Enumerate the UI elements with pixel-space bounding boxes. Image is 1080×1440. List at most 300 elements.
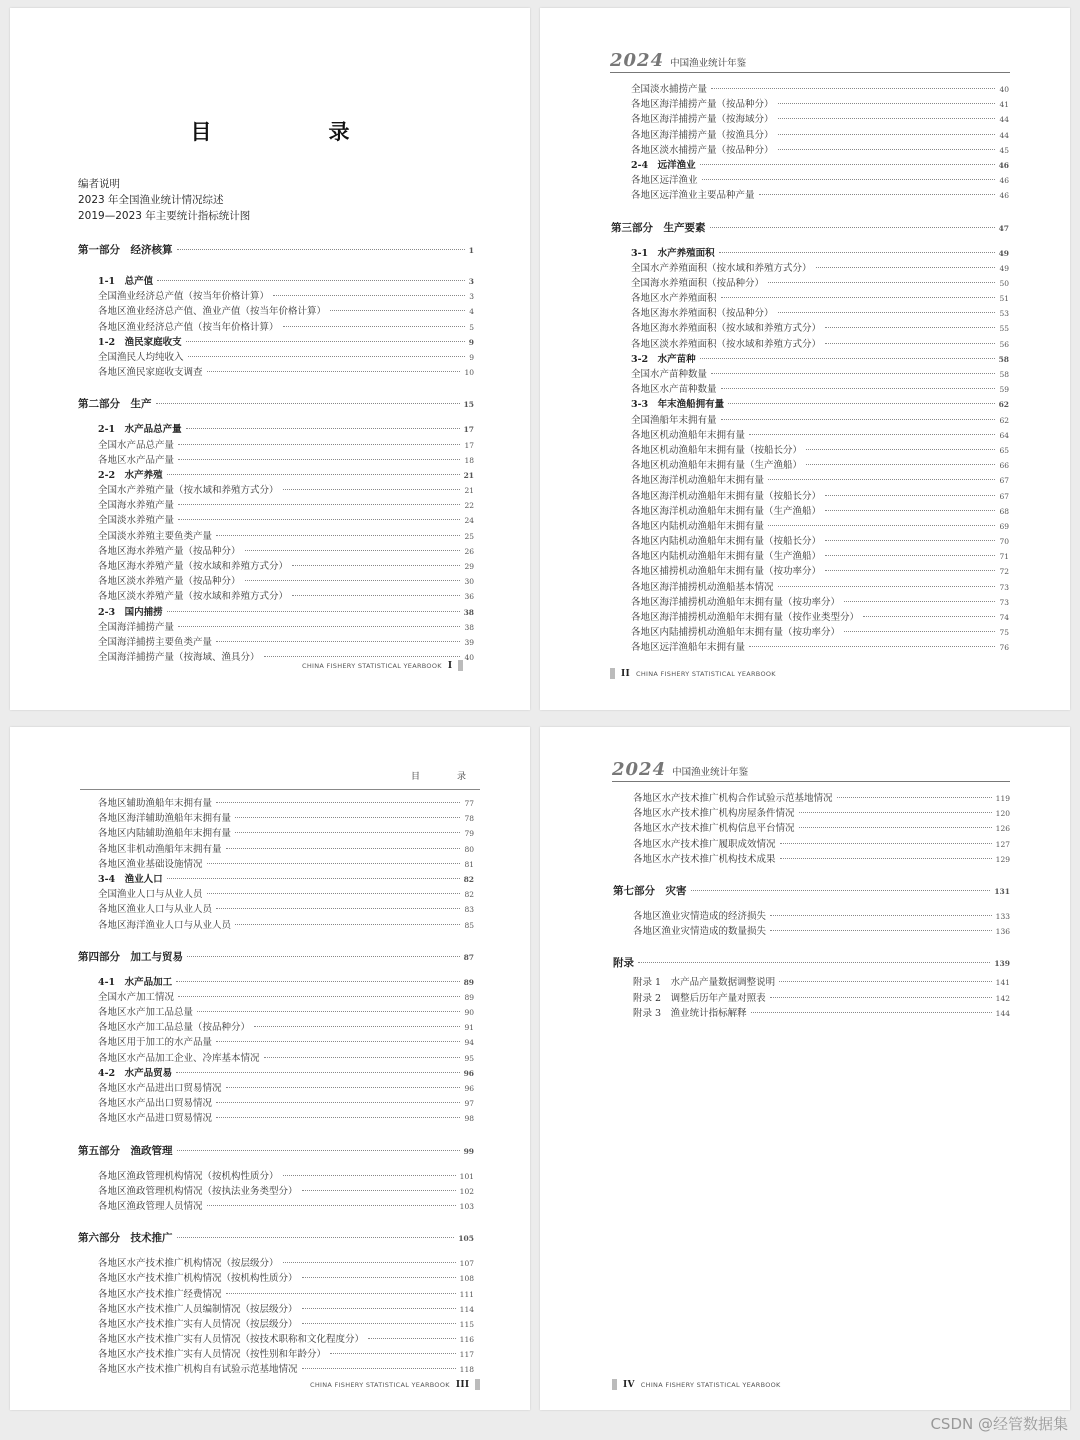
toc-entry[interactable]: [631, 321, 1009, 336]
toc-entry-title: 各地区内陆机动渔船年末拥有量（生产渔船）: [631, 551, 822, 563]
toc-section[interactable]: [98, 274, 474, 289]
toc-entry[interactable]: [98, 438, 474, 453]
leader-dots: [207, 371, 461, 372]
toc-entry-page: 107: [459, 1259, 474, 1269]
leader-dots: [235, 832, 460, 833]
toc-page-4: [540, 727, 1070, 1410]
toc-entry-page: 15: [463, 400, 474, 410]
leader-dots: [302, 1308, 456, 1309]
toc-entry[interactable]: [631, 97, 1009, 112]
toc-entry[interactable]: [633, 837, 1010, 852]
toc-entry-title: 各地区机动渔船年末拥有量: [631, 429, 746, 441]
leader-dots: [167, 474, 460, 475]
leader-dots: [368, 1338, 456, 1339]
toc-entry-title: 各地区水产技术推广机构自有试验示范基地情况: [98, 1364, 298, 1376]
book-name: 中国渔业统计年鉴: [672, 767, 749, 778]
leader-dots: [157, 280, 465, 281]
toc-entry-title: 各地区水产技术推广机构房屋条件情况: [633, 808, 795, 820]
toc-entry-title: 各地区渔业经济总产值（按当年价格计算）: [98, 321, 279, 333]
toc-part[interactable]: [78, 945, 474, 969]
toc-entry[interactable]: [633, 821, 1010, 836]
toc-entry[interactable]: [98, 304, 474, 319]
toc-entry-page: 97: [464, 1099, 474, 1109]
toc-entry-title: 第一部分 经济核算: [78, 244, 173, 256]
leader-dots: [235, 924, 460, 925]
toc-entry[interactable]: [631, 458, 1009, 473]
toc-entry-title: 各地区水产养殖面积: [631, 293, 717, 305]
toc-section[interactable]: [98, 422, 474, 437]
toc-section[interactable]: [98, 872, 474, 887]
toc-entry[interactable]: [631, 534, 1009, 549]
toc-entry[interactable]: [633, 975, 1010, 990]
toc-entry[interactable]: [98, 811, 474, 826]
toc-entry-page: 73: [999, 582, 1009, 592]
toc-entry-title: 各地区水产品产量: [98, 454, 175, 466]
leader-dots: [186, 428, 460, 429]
toc-entry-title: 各地区海洋辅助渔船年末拥有量: [98, 813, 232, 825]
toc-entry[interactable]: [631, 367, 1009, 382]
toc-entry-page: 45: [999, 145, 1009, 155]
toc-entry-title: 各地区海水养殖产量（按水域和养殖方式分）: [98, 561, 289, 572]
toc-entry-title: 各地区水产加工品总量: [98, 1007, 194, 1019]
leader-dots: [245, 550, 461, 551]
toc-entry-page: 90: [464, 1008, 474, 1018]
toc-entry-page: 70: [999, 537, 1009, 547]
toc-entry[interactable]: [631, 610, 1009, 625]
leader-dots: [749, 434, 995, 435]
toc-entry[interactable]: [98, 574, 474, 589]
leader-dots: [156, 403, 460, 404]
toc-entry[interactable]: [631, 580, 1009, 595]
toc-entry-title: 各地区非机动渔船年末拥有量: [98, 843, 222, 855]
toc-entry[interactable]: [631, 625, 1009, 640]
toc-entry-title: 3-4 渔业人口: [98, 873, 163, 885]
toc-entry-page: 73: [999, 597, 1009, 607]
leader-dots: [273, 295, 465, 296]
toc-entry-page: 46: [999, 191, 1009, 201]
toc-entry-title: 各地区渔政管理机构情况（按执法业务类型分）: [98, 1185, 298, 1197]
toc-entry-title: 全国水产加工情况: [98, 991, 175, 1003]
toc-entry[interactable]: [631, 473, 1009, 488]
toc-entry-title: 4-1 水产品加工: [98, 976, 173, 988]
toc-entry[interactable]: [98, 1020, 474, 1035]
intro-item: 2019—2023 年主要统计指标统计图: [78, 210, 251, 222]
toc-entry-title: 1-2 渔民家庭收支: [98, 336, 182, 348]
toc-section[interactable]: [631, 246, 1009, 261]
page-number: II: [621, 668, 631, 679]
toc-entry-page: 80: [464, 844, 474, 854]
toc-entry[interactable]: [631, 504, 1009, 519]
leader-dots: [283, 1262, 456, 1263]
toc-entry-page: 89: [463, 977, 474, 987]
toc-part[interactable]: [78, 1139, 474, 1163]
toc-entry-title: 第三部分 生产要素: [611, 221, 706, 234]
toc-entry-title: 各地区水产品加工企业、冷库基本情况: [98, 1052, 260, 1064]
toc-entry-page: 98: [464, 1114, 474, 1124]
toc-entry[interactable]: [633, 852, 1010, 867]
toc-entry-title: 各地区水产技术推广履职成效情况: [633, 838, 776, 850]
toc-entry-page: 24: [464, 516, 474, 526]
toc-entry-title: 各地区渔业人口与从业人员: [98, 904, 213, 916]
toc-section[interactable]: [98, 975, 474, 990]
toc-entry-page: 25: [464, 531, 474, 541]
toc-entry-page: 9: [469, 352, 474, 362]
leader-dots: [844, 631, 995, 632]
leader-dots: [768, 479, 995, 480]
leader-dots: [245, 580, 461, 581]
toc-part[interactable]: [78, 1226, 474, 1250]
toc-list: [78, 238, 474, 665]
toc-entry[interactable]: [631, 276, 1009, 291]
toc-entry-title: 各地区水产加工品总量（按品种分）: [98, 1022, 251, 1034]
toc-entry[interactable]: [98, 990, 474, 1005]
leader-dots: [816, 267, 996, 268]
toc-entry-title: 各地区海水养殖面积（按水域和养殖方式分）: [631, 323, 822, 335]
leader-dots: [778, 149, 996, 150]
toc-entry[interactable]: [633, 791, 1010, 806]
running-header: [610, 50, 1010, 73]
toc-entry-page: 3: [468, 277, 474, 286]
toc-entry-page: 39: [464, 637, 474, 647]
leader-dots: [759, 194, 996, 195]
toc-entry[interactable]: [631, 143, 1009, 158]
intro-item: 编者说明: [78, 178, 120, 190]
leader-dots: [710, 227, 995, 228]
toc-entry-title: 各地区淡水养殖产量（按水域和养殖方式分）: [98, 591, 289, 603]
leader-dots: [778, 103, 996, 104]
toc-entry-page: 126: [995, 824, 1010, 834]
toc-entry[interactable]: [98, 1347, 474, 1362]
toc-entry-page: 81: [464, 859, 474, 869]
toc-entry[interactable]: [98, 1051, 474, 1066]
toc-entry-page: 68: [999, 506, 1009, 516]
toc-entry-page: 120: [995, 809, 1010, 819]
toc-entry-page: 105: [458, 1234, 474, 1244]
toc-entry[interactable]: [631, 128, 1009, 143]
leader-dots: [825, 555, 995, 556]
toc-entry-page: 114: [459, 1304, 474, 1314]
toc-entry-title: 全国海洋捕捞主要鱼类产量: [98, 636, 213, 648]
leader-dots: [778, 134, 996, 135]
leader-dots: [721, 388, 996, 389]
toc-entry[interactable]: [98, 796, 474, 811]
intro-item: 2023 年全国渔业统计情况综述: [78, 194, 224, 206]
leader-dots: [177, 249, 465, 250]
toc-entry-title: 全国水产苗种数量: [631, 369, 708, 380]
toc-entry-page: 77: [464, 799, 474, 808]
toc-entry-title: 各地区水产技术推广人员编制情况（按层级分）: [98, 1303, 298, 1315]
toc-entry[interactable]: [98, 620, 474, 635]
toc-section[interactable]: [631, 397, 1009, 412]
toc-entry[interactable]: [98, 902, 474, 917]
toc-entry[interactable]: [631, 337, 1009, 352]
year-label: 2024: [610, 50, 665, 71]
toc-entry[interactable]: [633, 909, 1010, 924]
toc-entry[interactable]: [98, 529, 474, 544]
toc-entry[interactable]: [633, 991, 1010, 1006]
toc-entry-title: 各地区渔业灾情造成的经济损失: [633, 910, 767, 922]
toc-entry[interactable]: [631, 188, 1009, 203]
toc-entry[interactable]: [98, 498, 474, 513]
toc-list: [78, 796, 474, 1378]
leader-dots: [825, 343, 995, 344]
leader-dots: [235, 817, 460, 818]
toc-section[interactable]: [98, 335, 474, 350]
toc-entry-page: 17: [464, 440, 474, 450]
toc-entry-page: 62: [999, 415, 1009, 425]
toc-entry[interactable]: [631, 413, 1009, 428]
leader-dots: [264, 656, 461, 657]
toc-section[interactable]: [631, 352, 1009, 367]
toc-entry[interactable]: [98, 1332, 474, 1347]
toc-entry[interactable]: [631, 173, 1009, 188]
page-footer: [610, 668, 776, 679]
toc-entry-title: 各地区渔政管理机构情况（按机构性质分）: [98, 1170, 279, 1182]
toc-entry-page: 56: [999, 339, 1009, 349]
leader-dots: [330, 1353, 456, 1354]
leader-dots: [806, 449, 995, 450]
leader-dots: [806, 464, 995, 465]
leader-dots: [216, 1041, 460, 1042]
toc-entry-page: 49: [999, 263, 1009, 273]
toc-entry-page: 89: [464, 992, 474, 1002]
footer-label: CHINA FISHERY STATISTICAL YEARBOOK: [310, 1380, 450, 1389]
toc-entry-page: 85: [464, 920, 474, 930]
toc-entry-title: 各地区海洋机动渔船年末拥有量（按船长分）: [631, 490, 822, 502]
toc-entry[interactable]: [98, 1005, 474, 1020]
leader-dots: [216, 535, 460, 536]
page-footer: [612, 1379, 781, 1390]
toc-entry-title: 各地区远洋渔业: [631, 175, 698, 187]
toc-entry-page: 116: [459, 1335, 474, 1345]
toc-entry-title: 各地区水产品进口贸易情况: [98, 1113, 213, 1125]
toc-entry-page: 58: [999, 370, 1009, 379]
toc-entry-title: 2-3 国内捕捞: [98, 606, 163, 618]
toc-entry[interactable]: [98, 826, 474, 841]
toc-section[interactable]: [98, 605, 474, 620]
toc-entry-title: 各地区内陆机动渔船年末拥有量: [631, 520, 765, 532]
leader-dots: [283, 326, 466, 327]
toc-entry-page: 96: [464, 1084, 474, 1093]
toc-entry-page: 51: [999, 294, 1009, 304]
toc-entry-title: 各地区远洋渔业主要品种产量: [631, 190, 755, 202]
toc-entry-page: 144: [995, 1008, 1010, 1018]
toc-entry[interactable]: [98, 1256, 474, 1271]
toc-entry[interactable]: [98, 365, 474, 380]
leader-dots: [749, 646, 995, 647]
toc-entry[interactable]: [631, 428, 1009, 443]
toc-entry-page: 87: [463, 952, 474, 962]
toc-entry-title: 第五部分 渔政管理: [78, 1144, 173, 1157]
toc-entry[interactable]: [631, 443, 1009, 458]
toc-entry-page: 40: [464, 653, 474, 663]
toc-entry[interactable]: [631, 640, 1009, 655]
toc-entry-page: 139: [994, 959, 1010, 969]
toc-entry-page: 53: [999, 309, 1009, 319]
leader-dots: [778, 312, 996, 313]
toc-entry-page: 40: [999, 85, 1009, 94]
toc-entry-page: 76: [999, 643, 1009, 653]
toc-entry-page: 36: [464, 592, 474, 602]
toc-entry-page: 99: [463, 1146, 474, 1156]
leader-dots: [770, 915, 992, 916]
toc-entry-page: 102: [459, 1186, 474, 1196]
leader-dots: [799, 812, 992, 813]
toc-entry-page: 79: [464, 829, 474, 839]
page-number: I: [447, 660, 453, 671]
toc-entry-title: 各地区水产技术推广经费情况: [98, 1288, 222, 1300]
toc-entry[interactable]: [98, 1302, 474, 1317]
toc-entry-page: 49: [998, 248, 1009, 258]
toc-entry[interactable]: [98, 1081, 474, 1096]
leader-dots: [254, 1026, 460, 1027]
toc-part[interactable]: [611, 216, 1009, 240]
toc-entry[interactable]: [98, 1096, 474, 1111]
toc-entry-page: 96: [463, 1068, 474, 1078]
toc-entry-title: 全国水产品总产量: [98, 439, 175, 451]
toc-entry[interactable]: [98, 453, 474, 468]
toc-entry[interactable]: [631, 564, 1009, 579]
leader-dots: [825, 570, 995, 571]
toc-entry-title: 各地区水产技术推广机构合作试验示范基地情况: [633, 793, 833, 804]
leader-dots: [216, 908, 460, 909]
toc-entry[interactable]: [631, 82, 1009, 97]
toc-page-1: [10, 8, 530, 710]
toc-entry[interactable]: [631, 489, 1009, 504]
toc-section[interactable]: [98, 1066, 474, 1081]
toc-entry[interactable]: [98, 887, 474, 902]
toc-entry[interactable]: [633, 1006, 1010, 1021]
toc-entry[interactable]: [98, 1184, 474, 1199]
toc-entry[interactable]: [631, 306, 1009, 321]
toc-entry[interactable]: [631, 549, 1009, 564]
leader-dots: [216, 641, 460, 642]
toc-entry[interactable]: [98, 513, 474, 528]
toc-entry-title: 各地区海洋捕捞机动渔船年末拥有量（按功率分）: [631, 596, 841, 608]
leader-dots: [216, 1102, 460, 1103]
toc-entry[interactable]: [631, 291, 1009, 306]
leader-dots: [780, 843, 992, 844]
toc-entry[interactable]: [633, 806, 1010, 821]
toc-entry[interactable]: [98, 1199, 474, 1214]
toc-part[interactable]: [78, 238, 474, 262]
toc-entry[interactable]: [633, 924, 1010, 939]
footer-label: CHINA FISHERY STATISTICAL YEARBOOK: [302, 661, 442, 670]
toc-entry[interactable]: [631, 595, 1009, 610]
leader-dots: [768, 525, 995, 526]
leader-dots: [178, 996, 460, 997]
toc-entry[interactable]: [98, 842, 474, 857]
toc-entry-title: 各地区水产苗种数量: [631, 384, 717, 396]
toc-entry-page: 67: [999, 491, 1009, 501]
toc-entry[interactable]: [98, 857, 474, 872]
toc-entry-page: 3: [469, 292, 474, 302]
intro-list: [78, 176, 250, 224]
leader-dots: [207, 863, 461, 864]
leader-dots: [177, 1150, 460, 1151]
leader-dots: [778, 118, 996, 119]
toc-part[interactable]: [613, 951, 1010, 975]
toc-entry[interactable]: [98, 1317, 474, 1332]
toc-part[interactable]: [613, 879, 1010, 903]
toc-part[interactable]: [78, 392, 474, 416]
toc-entry-page: 38: [464, 622, 474, 632]
toc-entry-page: 46: [998, 160, 1009, 170]
toc-entry[interactable]: [98, 1271, 474, 1286]
toc-entry-title: 2-1 水产品总产量: [98, 424, 182, 436]
leader-dots: [292, 565, 460, 566]
leader-dots: [283, 1175, 456, 1176]
leader-dots: [778, 586, 996, 587]
toc-entry[interactable]: [98, 544, 474, 559]
toc-entry[interactable]: [98, 1287, 474, 1302]
footer-label: CHINA FISHERY STATISTICAL YEARBOOK: [640, 1380, 781, 1389]
toc-entry-title: 各地区海水养殖产量（按品种分）: [98, 545, 241, 557]
toc-entry-title: 全国渔民人均纯收入: [98, 351, 184, 363]
leader-dots: [711, 88, 995, 89]
toc-entry-page: 142: [995, 993, 1010, 1003]
toc-entry-page: 133: [995, 911, 1010, 921]
leader-dots: [226, 848, 461, 849]
toc-list: [613, 791, 1010, 1021]
toc-entry[interactable]: [631, 519, 1009, 534]
toc-entry[interactable]: [98, 1169, 474, 1184]
toc-section[interactable]: [98, 468, 474, 483]
toc-entry[interactable]: [631, 112, 1009, 127]
toc-entry-title: 第七部分 灾害: [613, 884, 687, 897]
toc-entry-title: 3-3 年末渔船拥有量: [631, 399, 725, 411]
toc-entry[interactable]: [98, 350, 474, 365]
toc-entry[interactable]: [631, 261, 1009, 276]
leader-dots: [292, 595, 460, 596]
leader-dots: [844, 601, 995, 602]
toc-entry[interactable]: [98, 1035, 474, 1050]
toc-entry-title: 全国海洋捕捞产量（按海域、渔具分）: [98, 652, 260, 664]
toc-entry-title: 全国渔业经济总产值（按当年价格计算）: [98, 291, 270, 303]
toc-entry[interactable]: [98, 289, 474, 304]
toc-entry[interactable]: [631, 382, 1009, 397]
toc-entry-title: 2-2 水产养殖: [98, 469, 163, 481]
leader-dots: [178, 444, 460, 445]
toc-entry-title: 附录: [613, 957, 634, 970]
toc-entry[interactable]: [98, 918, 474, 933]
leader-dots: [721, 297, 996, 298]
toc-entry-title: 各地区内陆机动渔船年末拥有量（按船长分）: [631, 536, 822, 548]
running-header: [612, 759, 1010, 782]
toc-entry[interactable]: [98, 589, 474, 604]
toc-section[interactable]: [631, 158, 1009, 173]
leader-dots: [302, 1190, 456, 1191]
leader-dots: [825, 510, 995, 511]
toc-entry[interactable]: [98, 635, 474, 650]
leader-dots: [770, 930, 992, 931]
leader-dots: [283, 489, 461, 490]
toc-entry-title: 附录 3 渔业统计指标解释: [633, 1007, 747, 1019]
toc-entry[interactable]: [98, 1111, 474, 1126]
toc-entry-title: 第二部分 生产: [78, 398, 152, 411]
toc-entry[interactable]: [98, 1362, 474, 1377]
toc-entry-title: 各地区水产技术推广机构情况（按层级分）: [98, 1258, 279, 1270]
toc-entry-page: 115: [459, 1319, 474, 1329]
toc-entry[interactable]: [98, 320, 474, 335]
toc-page-2: [540, 8, 1070, 710]
toc-entry[interactable]: [98, 559, 474, 574]
toc-entry-title: 各地区海洋捕捞机动渔船年末拥有量（按作业类型分）: [631, 612, 860, 623]
leader-dots: [302, 1368, 456, 1369]
leader-dots: [700, 164, 995, 165]
toc-entry[interactable]: [98, 483, 474, 498]
year-label: 2024: [612, 759, 667, 780]
